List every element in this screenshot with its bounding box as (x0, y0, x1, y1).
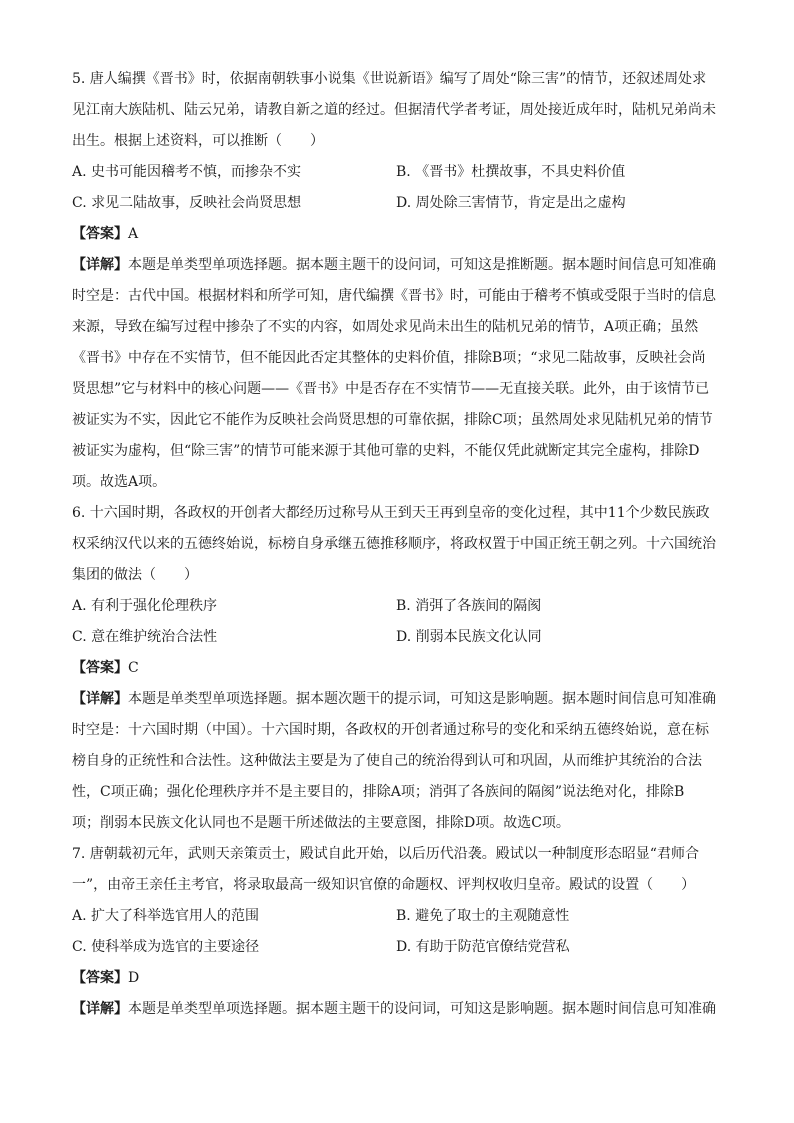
option-a: A. 有利于强化伦理秩序 (72, 598, 218, 614)
option-b: B. 《晋书》杜撰故事，不具史料价值 (396, 164, 626, 180)
detail-line: 项。故选A项。 (72, 474, 167, 490)
question-stem-line: 5. 唐人编撰《晋书》时，依据南朝轶事小说集《世说新语》编写了周处“除三害”的情节，还叙述周处求 (72, 71, 707, 87)
option-d: D. 周处除三害情节，肯定是出之虚构 (396, 195, 626, 211)
question-stem-line: 集团的做法（ ） (72, 567, 198, 583)
option-d: D. 削弱本民族文化认同 (396, 629, 542, 645)
detail-tag: 【详解】 (72, 1001, 128, 1017)
detail-line (72, 684, 722, 715)
detail-line: 被证实为不实，因此它不能作为反映社会尚贤思想的可靠依据，排除C项；虽然周处求见陆机兄弟的情节 (72, 412, 713, 428)
detail-line: 榜自身的正统性和合法性。这种做法主要是为了使自己的统治得到认可和巩固，从而维护其统治的合法 (72, 753, 702, 769)
answer-line (72, 653, 722, 684)
option-d: D. 有助于防范官僚结党营私 (396, 939, 570, 955)
detail-text: 本题是单类型单项选择题。据本题主题干的设问词，可知这是推断题。据本题时间信息可知准确 (128, 257, 716, 273)
answer-tag: 【答案】 (72, 660, 128, 676)
detail-line (72, 250, 722, 281)
option-row (72, 157, 722, 188)
option-c: C. 意在维护统治合法性 (72, 629, 218, 645)
question-stem-line: 一”，由帝王亲任主考官，将录取最高一级知识官僚的命题权、评判权收归皇帝。殿试的设置（ ） (72, 877, 696, 893)
detail-line: 项；削弱本民族文化认同也不是题干所述做法的主要意图，排除D项。故选C项。 (72, 815, 570, 831)
question-stem-line: 7. 唐朝载初元年，武则天亲策贡士，殿试自此开始，以后历代沿袭。殿试以一种制度形态昭显“君师合 (72, 846, 699, 862)
question-5 (72, 64, 722, 498)
detail-tag: 【详解】 (72, 257, 128, 273)
question-stem-line: 出生。根据上述资料，可以推断（ ） (72, 133, 324, 149)
question-stem-line: 权采纳汉代以来的五德终始说，标榜自身承继五德推移顺序，将政权置于中国正统王朝之列。十六国统治 (72, 536, 716, 552)
answer-value: A (128, 226, 139, 242)
option-b: B. 消弭了各族间的隔阂 (396, 598, 542, 614)
question-6 (72, 498, 722, 839)
detail-line: 时空是：十六国时期（中国）。十六国时期，各政权的开创者通过称号的变化和采纳五德终始说，意在标 (72, 722, 709, 738)
answer-tag: 【答案】 (72, 226, 128, 242)
option-row (72, 622, 722, 653)
detail-text: 本题是单类型单项选择题。据本题主题干的设问词，可知这是影响题。据本题时间信息可知准确 (128, 1001, 716, 1017)
detail-line: 被证实为虚构，但“除三害”的情节可能来源于其他可靠的史料，不能仅凭此就断定其完全虚构，排除D (72, 443, 700, 459)
answer-line (72, 963, 722, 994)
option-c: C. 使科举成为选官的主要途径 (72, 939, 260, 955)
detail-line: 《晋书》中存在不实情节，但不能因此否定其整体的史料价值，排除B项；“求见二陆故事，反映社会尚 (72, 350, 706, 366)
detail-line (72, 994, 722, 1025)
question-stem-line: 6. 十六国时期，各政权的开创者大都经历过称号从王到天王再到皇帝的变化过程，其中11个少数民族政 (72, 505, 710, 521)
option-c: C. 求见二陆故事，反映社会尚贤思想 (72, 195, 302, 211)
answer-line (72, 219, 722, 250)
detail-line: 贤思想”它与材料中的核心问题——《晋书》中是否存在不实情节——无直接关联。此外，由于该情节已 (72, 381, 710, 397)
detail-text: 本题是单类型单项选择题。据本题次题干的提示词，可知这是影响题。据本题时间信息可知准确 (128, 691, 716, 707)
option-row (72, 932, 722, 963)
answer-tag: 【答案】 (72, 970, 128, 986)
detail-tag: 【详解】 (72, 691, 128, 707)
question-7 (72, 839, 722, 1025)
detail-line: 性，C项正确；强化伦理秩序并不是主要目的，排除A项；消弭了各族间的隔阂”说法绝对化，排除B (72, 784, 685, 800)
option-row (72, 901, 722, 932)
answer-value: C (128, 660, 139, 676)
option-row (72, 591, 722, 622)
option-a: A. 扩大了科举选官用人的范围 (72, 908, 260, 924)
document-page (72, 64, 722, 1025)
answer-value: D (128, 970, 140, 986)
option-a: A. 史书可能因稽考不慎，而掺杂不实 (72, 164, 302, 180)
detail-line: 来源，导致在编写过程中掺杂了不实的内容，如周处求见尚未出生的陆机兄弟的情节，A项正确；虽然 (72, 319, 699, 335)
option-row (72, 188, 722, 219)
question-stem-line: 见江南大族陆机、陆云兄弟，请教自新之道的经过。但据清代学者考证，周处接近成年时，陆机兄弟尚未 (72, 102, 716, 118)
detail-line: 时空是：古代中国。根据材料和所学可知，唐代编撰《晋书》时，可能由于稽考不慎或受限于当时的信息 (72, 288, 716, 304)
option-b: B. 避免了取士的主观随意性 (396, 908, 570, 924)
